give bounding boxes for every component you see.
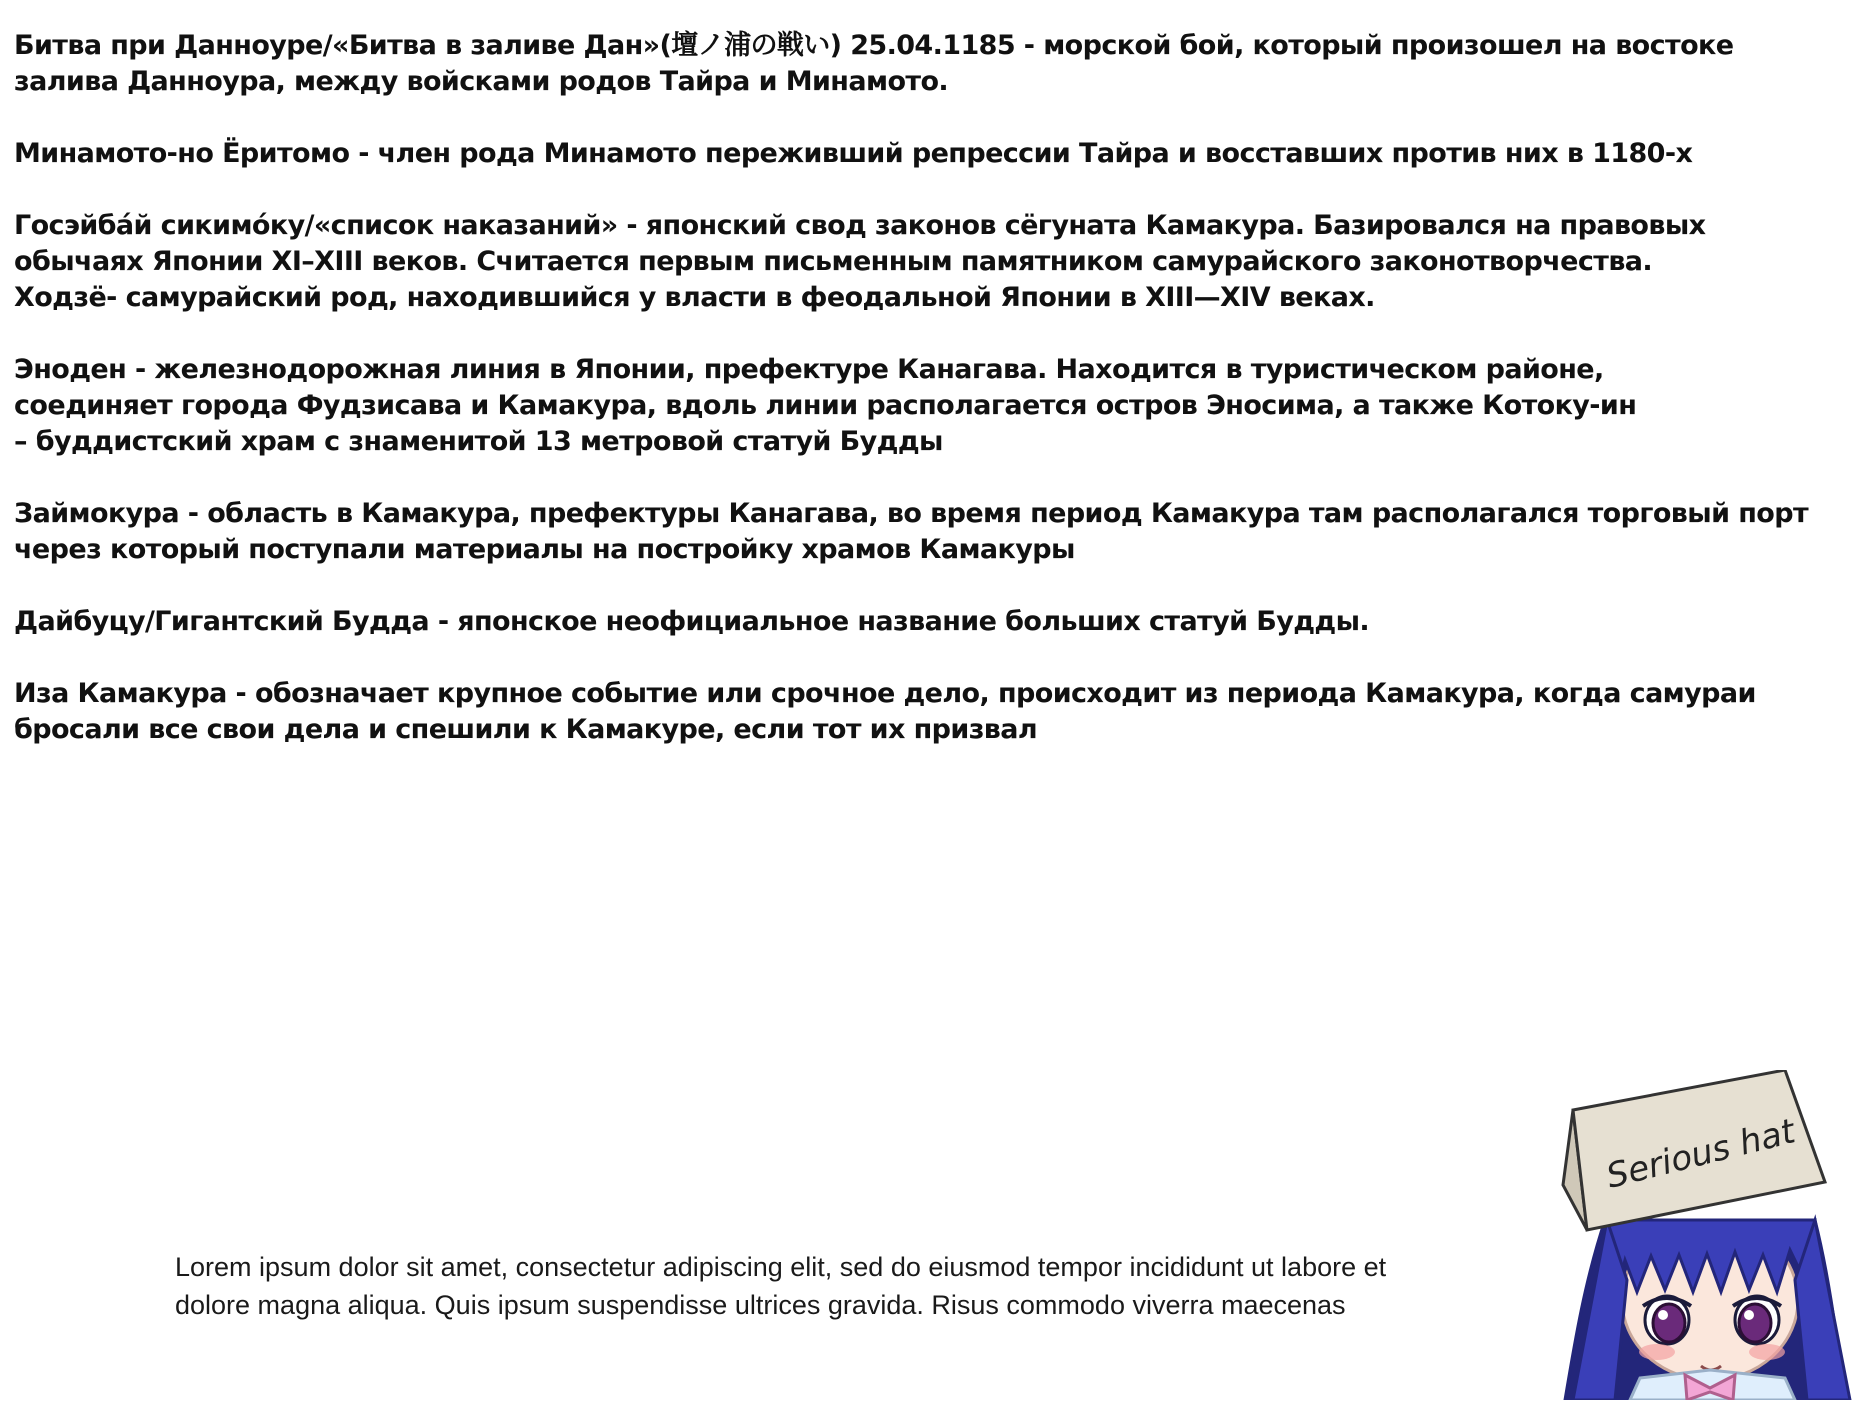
mascot-hat-label: Serious hat — [1602, 1111, 1799, 1197]
note-yoritomo — [14, 136, 1854, 172]
note-iza-kamakura — [14, 676, 1854, 748]
lorem-caption — [175, 1248, 1515, 1324]
note-daibutsu — [14, 604, 1854, 640]
note-line: залива Данноура, между войсками родов Тайра и Минамото. — [14, 66, 949, 97]
lorem-line: dolore magna aliqua. Quis ipsum suspendisse ultrices gravida. Risus commodo viverra maecenas — [175, 1290, 1346, 1320]
note-line: Иза Камакура - обозначает крупное событие или срочное дело, происходит из периода Камакура, когда самураи — [14, 678, 1756, 709]
note-line: бросали все свои дела и спешили к Камакуре, если тот их призвал — [14, 714, 1038, 745]
mascot-iris-left — [1653, 1304, 1685, 1342]
note-line: – буддистский храм с знаменитой 13 метровой статуй Будды — [14, 426, 943, 457]
mascot-blush-right — [1749, 1344, 1785, 1360]
mascot-illustration — [1545, 1070, 1867, 1400]
note-line: Ходзё- самурайский род, находившийся у власти в феодальной Японии в XIII—XIV веках. — [14, 282, 1375, 313]
note-line: через который поступали материалы на постройку храмов Камакуры — [14, 534, 1075, 565]
note-zaimokura — [14, 496, 1854, 568]
note-dannoura — [14, 28, 1854, 100]
mascot-highlight-right — [1744, 1310, 1754, 1320]
mascot-highlight-left — [1658, 1310, 1668, 1320]
note-line: Дайбуцу/Гигантский Будда - японское неофициальное название больших статуй Будды. — [14, 606, 1370, 637]
mascot-iris-right — [1739, 1304, 1771, 1342]
note-line: обычаях Японии XI–XIII веков. Считается первым письменным памятником самурайского законотворчества. — [14, 246, 1653, 277]
note-goseibai — [14, 208, 1854, 316]
mascot-blush-left — [1639, 1344, 1675, 1360]
note-line: Госэйба́й сикимо́ку/«список наказаний» - японский свод законов сёгуната Камакура. Базировался на правовых — [14, 210, 1706, 241]
note-line: Битва при Данноуре/«Битва в заливе Дан»(壇ノ浦の戦い) 25.04.1185 - морской бой, который произошел на востоке — [14, 30, 1734, 61]
notes-container — [14, 28, 1854, 784]
note-line: Эноден - железнодорожная линия в Японии, префектуре Канагава. Находится в туристическом районе, — [14, 354, 1604, 385]
lorem-line: Lorem ipsum dolor sit amet, consectetur adipiscing elit, sed do eiusmod tempor incididunt ut labore et — [175, 1252, 1387, 1282]
mascot-svg — [1545, 1070, 1867, 1400]
note-enoden — [14, 352, 1854, 460]
note-line: Займокура - область в Камакура, префектуры Канагава, во время период Камакура там располагался торговый порт — [14, 498, 1808, 529]
note-line: Минамото-но Ёритомо - член рода Минамото переживший репрессии Тайра и восставших против них в 1180-х — [14, 138, 1693, 169]
note-line: соединяет города Фудзисава и Камакура, вдоль линии располагается остров Эносима, а также Котоку-ин — [14, 390, 1637, 421]
